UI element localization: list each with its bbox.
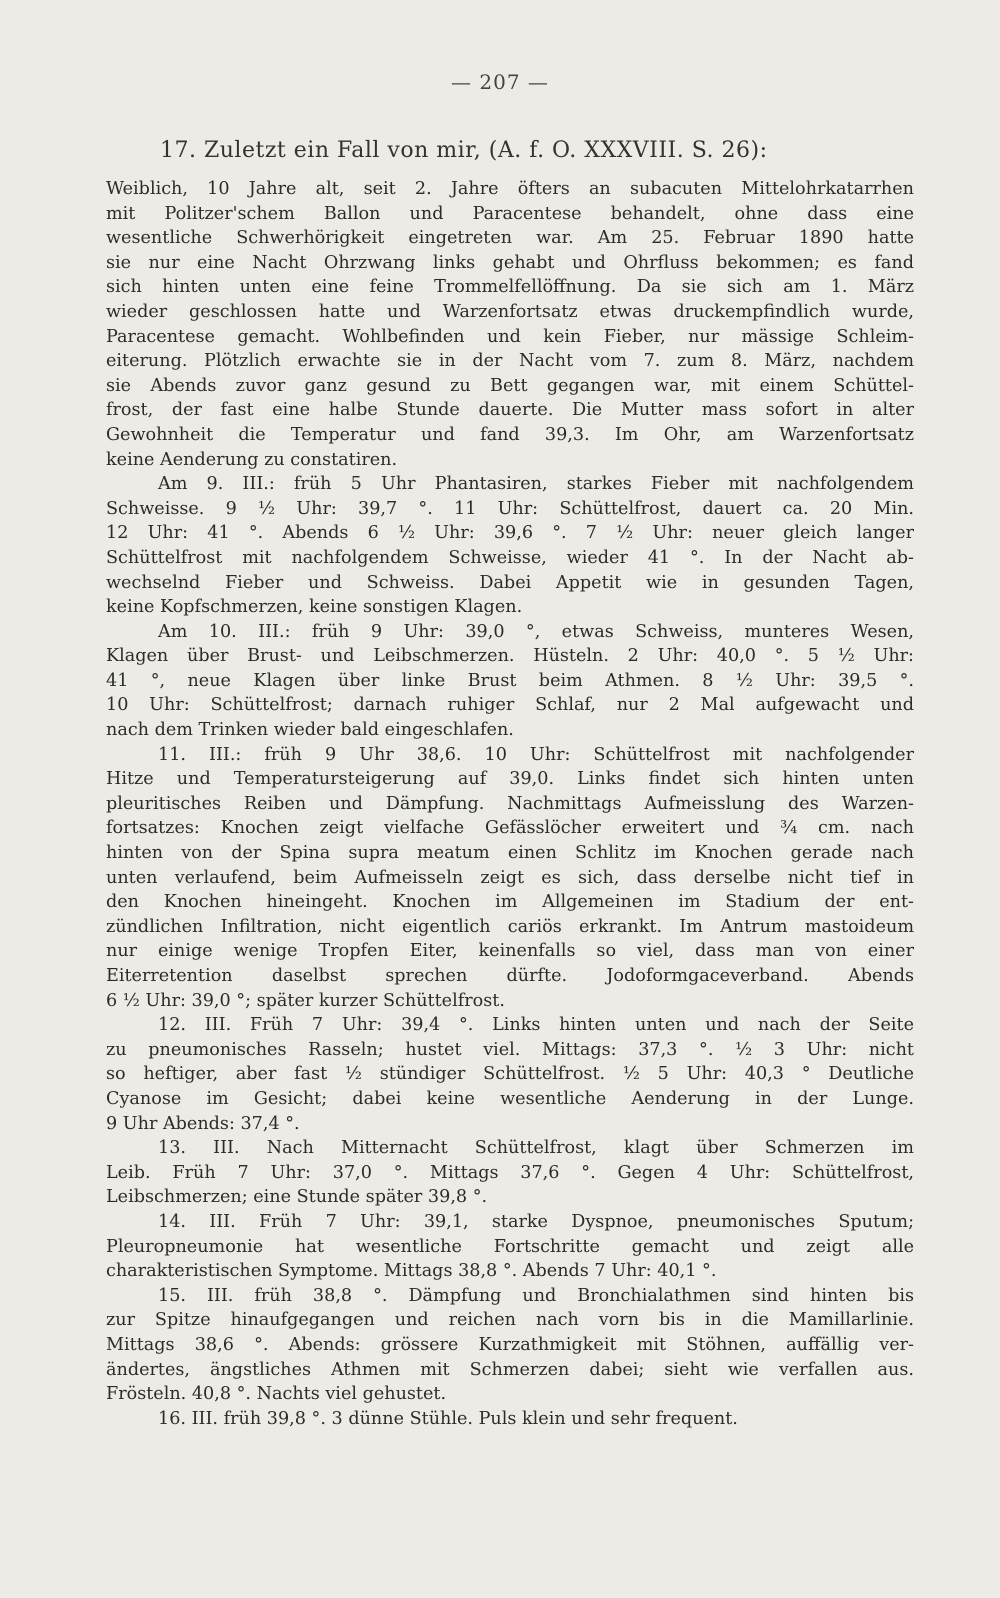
text-line: 14. III. Früh 7 Uhr: 39,1, starke Dyspnoe, pneumonisches Sputum; [158,1211,914,1232]
text-line: Eiterretention daselbst sprechen dürfte. Jodoformgaceverband. Abends [106,966,914,986]
text-line: Leib. Früh 7 Uhr: 37,0 °. Mittags 37,6 °. Gegen 4 Uhr: Schüttelfrost, [106,1162,914,1183]
text-line: charakteristischen Symptome. Mittags 38,8 °. Abends 7 Uhr: 40,1 °. [106,1261,717,1282]
text-line: so heftiger, aber fast ½ stündiger Schüttelfrost. ½ 5 Uhr: 40,3 ° Deutliche [106,1064,914,1085]
text-line: frost, der fast eine halbe Stunde dauerte. Die Mutter mass sofort in alter [106,400,914,421]
text-line: den Knochen hineingeht. Knochen im Allgemeinen im Stadium der ent- [106,892,914,913]
text-line: unten verlaufend, beim Aufmeisseln zeigt es sich, dass derselbe nicht tief in [106,867,914,888]
text-line: Hitze und Temperatursteigerung auf 39,0. Links findet sich hinten unten [106,769,914,790]
text-line: Gewohnheit die Temperatur und fand 39,3. Im Ohr, am Warzenfortsatz [106,424,914,445]
text-line: 6 ½ Uhr: 39,0 °; später kurzer Schüttelfrost. [106,990,505,1011]
text-line: nur einige wenige Tropfen Eiter, keinenfalls so viel, dass man von einer [106,941,914,962]
text-line: 12. III. Früh 7 Uhr: 39,4 °. Links hinten unten und nach der Seite [158,1015,914,1036]
text-line: pleuritisches Reiben und Dämpfung. Nachmittags Aufmeisslung des Warzen- [106,793,914,814]
text-line: hinten von der Spina supra meatum einen Schlitz im Knochen gerade nach [106,843,914,864]
text-line: Schüttelfrost mit nachfolgendem Schweisse, wieder 41 °. In der Nacht ab- [106,547,914,568]
text-line: Cyanose im Gesicht; dabei keine wesentliche Aenderung in der Lunge. [106,1088,914,1109]
text-line: eiterung. Plötzlich erwachte sie in der Nacht vom 7. zum 8. März, nachdem [106,351,914,372]
text-line: sie nur eine Nacht Ohrzwang links gehabt und Ohrfluss bekommen; es fand [106,252,914,273]
text-line: 11. III.: früh 9 Uhr 38,6. 10 Uhr: Schüttelfrost mit nachfolgender [158,744,914,765]
text-line: mit Politzer'schem Ballon und Paracentese behandelt, ohne dass eine [106,203,914,224]
text-line: 13. III. Nach Mitternacht Schüttelfrost, klagt über Schmerzen im [158,1138,914,1159]
text-line: Weiblich, 10 Jahre alt, seit 2. Jahre öfters an subacuten Mittelohrkatarrhen [106,179,914,199]
text-line: zu pneumonisches Rasseln; hustet viel. Mittags: 37,3 °. ½ 3 Uhr: nicht [106,1039,914,1060]
text-line: Leibschmerzen; eine Stunde später 39,8 °. [106,1187,488,1208]
text-line: 15. III. früh 38,8 °. Dämpfung und Bronchialathmen sind hinten bis [158,1285,914,1306]
text-line: 10 Uhr: Schüttelfrost; darnach ruhiger Schlaf, nur 2 Mal aufgewacht und [106,695,914,716]
text-line: Am 9. III.: früh 5 Uhr Phantasiren, starkes Fieber mit nachfolgendem [158,474,914,495]
text-line: zündlichen Infiltration, nicht eigentlich cariös erkrankt. Im Antrum mastoideum [106,916,914,937]
text-line: 9 Uhr Abends: 37,4 °. [106,1113,300,1134]
text-line: sich hinten unten eine feine Trommelfellöffnung. Da sie sich am 1. März [106,277,914,298]
text-line: Mittags 38,6 °. Abends: grössere Kurzathmigkeit mit Stöhnen, auffällig ver- [106,1334,914,1355]
text-line: 41 °, neue Klagen über linke Brust beim Athmen. 8 ½ Uhr: 39,5 °. [106,670,914,691]
body-text [106,177,914,1431]
text-line: Klagen über Brust- und Leibschmerzen. Hüsteln. 2 Uhr: 40,0 °. 5 ½ Uhr: [106,646,914,667]
text-line: Pleuropneumonie hat wesentliche Fortschritte gemacht und zeigt alle [106,1236,914,1257]
text-line: 12 Uhr: 41 °. Abends 6 ½ Uhr: 39,6 °. 7 ½ Uhr: neuer gleich langer [106,523,914,544]
text-line: Am 10. III.: früh 9 Uhr: 39,0 °, etwas Schweiss, munteres Wesen, [158,621,914,642]
text-line: sie Abends zuvor ganz gesund zu Bett gegangen war, mit einem Schüttel- [106,375,914,396]
text-line: ändertes, ängstliches Athmen mit Schmerzen dabei; sieht wie verfallen aus. [106,1359,914,1380]
text-line: fortsatzes: Knochen zeigt vielfache Gefässlöcher erweitert und ¾ cm. nach [106,818,914,839]
text-line: Paracentese gemacht. Wohlbefinden und kein Fieber, nur mässige Schleim- [106,326,914,347]
text-line: Schweisse. 9 ½ Uhr: 39,7 °. 11 Uhr: Schüttelfrost, dauert ca. 20 Min. [106,498,914,519]
text-line: Frösteln. 40,8 °. Nachts viel gehustet. [106,1384,447,1405]
text-line: wechselnd Fieber und Schweiss. Dabei Appetit wie in gesunden Tagen, [106,572,914,593]
text-line: nach dem Trinken wieder bald eingeschlafen. [106,720,514,741]
text-line: wesentliche Schwerhörigkeit eingetreten war. Am 25. Februar 1890 hatte [106,228,914,249]
text-line: zur Spitze hinaufgegangen und reichen nach vorn bis in die Mamillarlinie. [106,1310,914,1331]
case-heading: 17. Zuletzt ein Fall von mir, (A. f. O. XXXVIII. S. 26): [160,138,768,163]
page-number: — 207 — [451,70,549,94]
text-line: wieder geschlossen hatte und Warzenfortsatz etwas druckempfindlich wurde, [106,301,914,322]
text-line: keine Aenderung zu constatiren. [106,449,398,470]
text-line: 16. III. früh 39,8 °. 3 dünne Stühle. Puls klein und sehr frequent. [158,1408,738,1429]
text-line: keine Kopfschmerzen, keine sonstigen Klagen. [106,597,523,618]
